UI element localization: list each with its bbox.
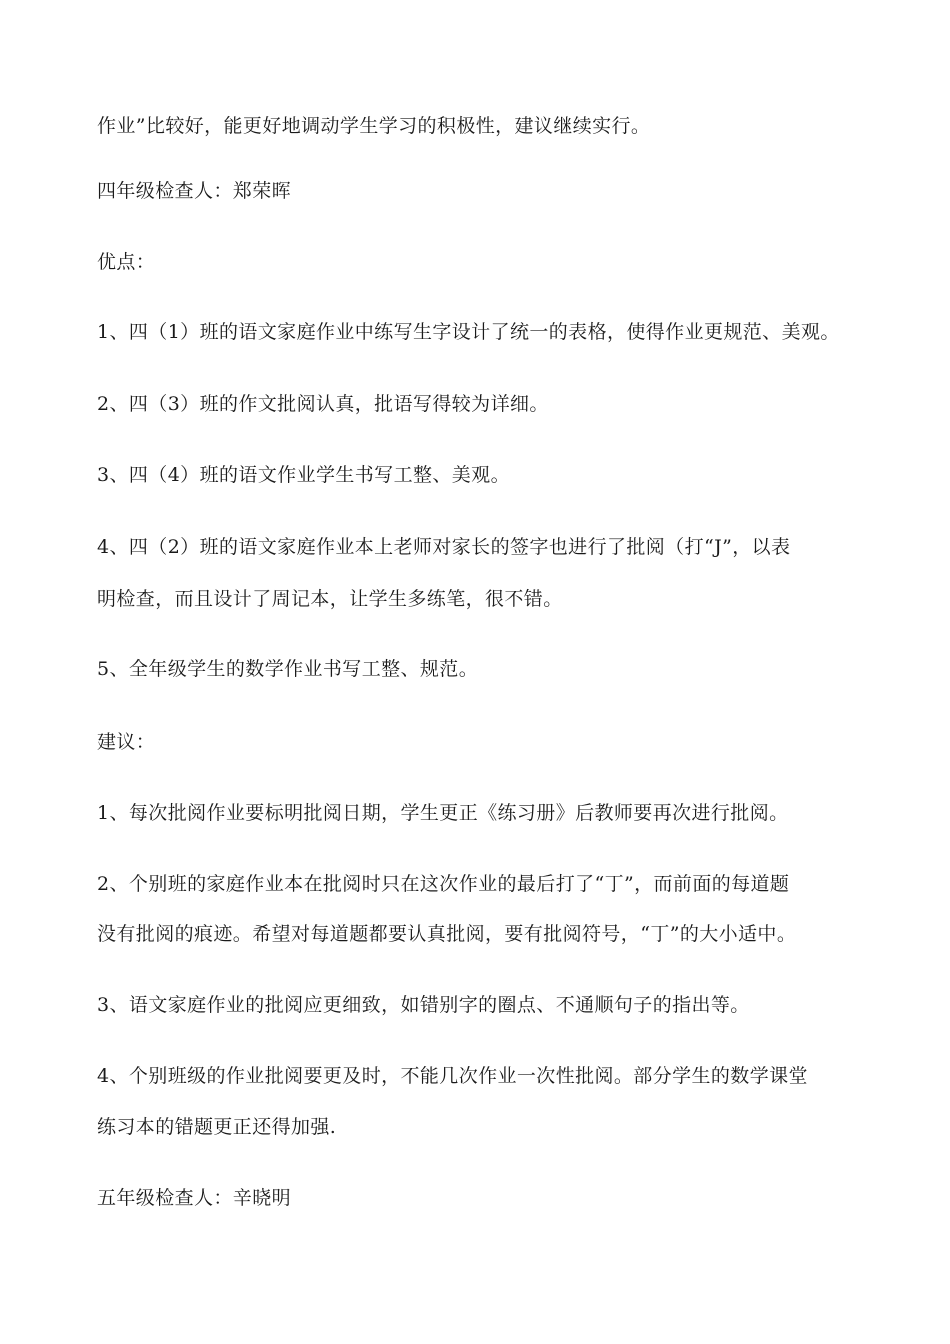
suggestion-item-3: 3、语文家庭作业的批阅应更细致，如错别字的圈点、不通顺句子的指出等。 (97, 994, 750, 1016)
advantage-item-5: 5、全年级学生的数学作业书写工整、规范。 (97, 658, 479, 680)
advantages-heading: 优点： (97, 251, 156, 273)
suggestion-item-4-line-1: 4、个别班级的作业批阅要更及时，不能几次作业一次性批阅。部分学生的数学课堂 (97, 1065, 808, 1087)
advantage-item-3: 3、四（4）班的语文作业学生书写工整、美观。 (97, 464, 510, 486)
suggestion-item-4-line-2: 练习本的错题更正还得加强. (97, 1116, 337, 1138)
suggestion-item-1: 1、每次批阅作业要标明批阅日期，学生更正《练习册》后教师要再次进行批阅。 (97, 802, 789, 824)
paragraph-continuation: 作业”比较好，能更好地调动学生学习的积极性，建议继续实行。 (97, 115, 651, 137)
advantage-item-1: 1、四（1）班的语文家庭作业中练写生字设计了统一的表格，使得作业更规范、美观。 (97, 321, 840, 343)
advantage-item-4-line-1: 4、四（2）班的语文家庭作业本上老师对家长的签字也进行了批阅（打“J”，以表 (97, 536, 791, 558)
advantage-item-2: 2、四（3）班的作文批阅认真，批语写得较为详细。 (97, 393, 549, 415)
grade5-inspector-heading: 五年级检查人：辛晓明 (97, 1187, 292, 1209)
suggestion-item-2-line-2: 没有批阅的痕迹。希望对每道题都要认真批阅，要有批阅符号，“丁”的大小适中。 (97, 923, 797, 945)
grade4-inspector-heading: 四年级检查人：郑荣晖 (97, 180, 292, 202)
advantage-item-4-line-2: 明检查，而且设计了周记本，让学生多练笔，很不错。 (97, 588, 563, 610)
suggestion-item-2-line-1: 2、个别班的家庭作业本在批阅时只在这次作业的最后打了“丁”，而前面的每道题 (97, 873, 790, 895)
suggestions-heading: 建议： (97, 731, 156, 753)
